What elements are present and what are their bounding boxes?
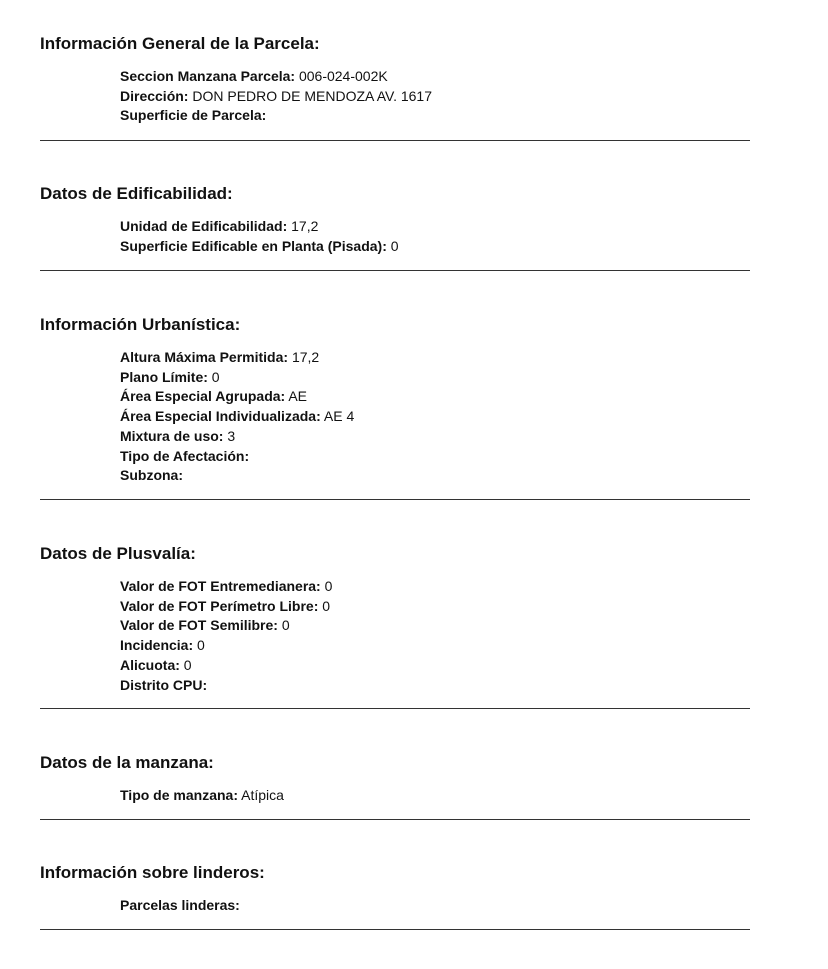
field-tipo-afectacion — [120, 447, 354, 467]
field-value: 17,2 — [291, 349, 320, 365]
field-superficie-parcela — [120, 106, 432, 126]
field-alicuota — [120, 656, 332, 676]
field-incidencia — [120, 636, 332, 656]
field-unidad-edificabilidad — [120, 217, 399, 237]
field-label: Tipo de Afectación: — [120, 447, 250, 464]
section-divider — [40, 929, 750, 930]
section-title: Datos de la manzana: — [40, 753, 214, 772]
field-value: Atípica — [241, 787, 284, 803]
field-value: 006-024-002K — [298, 68, 388, 84]
field-direccion — [120, 87, 432, 107]
field-value: 0 — [281, 617, 290, 634]
field-value: 0 — [390, 237, 399, 254]
field-value: DON PEDRO DE MENDOZA AV. 1617 — [192, 87, 432, 104]
field-parcelas-linderas — [120, 896, 240, 916]
field-label: Área Especial Individualizada: — [120, 408, 321, 425]
field-label: Superficie Edificable en Planta (Pisada): — [120, 237, 387, 254]
field-value: 0 — [183, 656, 192, 673]
field-distrito-cpu — [120, 676, 332, 696]
field-fot-semilibre — [120, 616, 332, 636]
field-label: Valor de FOT Semilibre: — [120, 617, 278, 634]
field-list — [120, 577, 332, 695]
field-tipo-manzana — [120, 786, 284, 806]
field-label: Distrito CPU: — [120, 676, 208, 693]
field-fot-entremedianera — [120, 577, 332, 597]
field-label: Área Especial Agrupada: — [120, 388, 286, 405]
field-list — [120, 786, 284, 806]
field-value: 0 — [197, 637, 205, 654]
field-subzona — [120, 466, 354, 486]
field-mixtura-uso — [120, 427, 354, 447]
field-label: Altura Máxima Permitida: — [120, 349, 289, 365]
field-value: AE 4 — [323, 408, 355, 425]
field-label: Tipo de manzana: — [120, 787, 238, 803]
field-value: 3 — [227, 427, 236, 444]
field-label: Incidencia: — [120, 637, 194, 654]
field-label: Plano Límite: — [120, 368, 208, 385]
field-label: Seccion Manzana Parcela: — [120, 68, 296, 84]
field-label: Alicuota: — [120, 656, 180, 673]
field-list — [120, 348, 354, 486]
field-label: Subzona: — [120, 467, 183, 484]
field-value: 0 — [324, 578, 333, 594]
field-label: Parcelas linderas: — [120, 897, 240, 913]
section-title: Información General de la Parcela: — [40, 34, 320, 53]
field-list — [120, 896, 240, 916]
field-area-especial-individualizada — [120, 407, 354, 427]
field-label: Dirección: — [120, 87, 189, 104]
field-value: AE — [288, 388, 308, 405]
section-title: Información Urbanística: — [40, 315, 241, 334]
section-divider — [40, 819, 750, 820]
field-label: Mixtura de uso: — [120, 427, 224, 444]
section-title: Datos de Edificabilidad: — [40, 184, 233, 203]
section-divider — [40, 499, 750, 500]
field-list — [120, 67, 432, 126]
section-title: Información sobre linderos: — [40, 863, 265, 882]
field-label: Superficie de Parcela: — [120, 107, 267, 124]
section-divider — [40, 140, 750, 141]
field-superficie-edificable — [120, 237, 399, 257]
field-value: 0 — [211, 368, 220, 385]
field-seccion-manzana-parcela — [120, 67, 432, 87]
field-list — [120, 217, 399, 256]
field-plano-limite — [120, 368, 354, 388]
section-divider — [40, 270, 750, 271]
field-label: Valor de FOT Entremedianera: — [120, 578, 321, 594]
section-divider — [40, 708, 750, 709]
field-area-especial-agrupada — [120, 387, 354, 407]
field-label: Unidad de Edificabilidad: — [120, 218, 288, 234]
field-altura-maxima — [120, 348, 354, 368]
field-value: 0 — [322, 597, 331, 614]
field-value: 17,2 — [291, 218, 319, 234]
section-title: Datos de Plusvalía: — [40, 544, 196, 563]
field-fot-perimetro-libre — [120, 597, 332, 617]
field-label: Valor de FOT Perímetro Libre: — [120, 597, 319, 614]
